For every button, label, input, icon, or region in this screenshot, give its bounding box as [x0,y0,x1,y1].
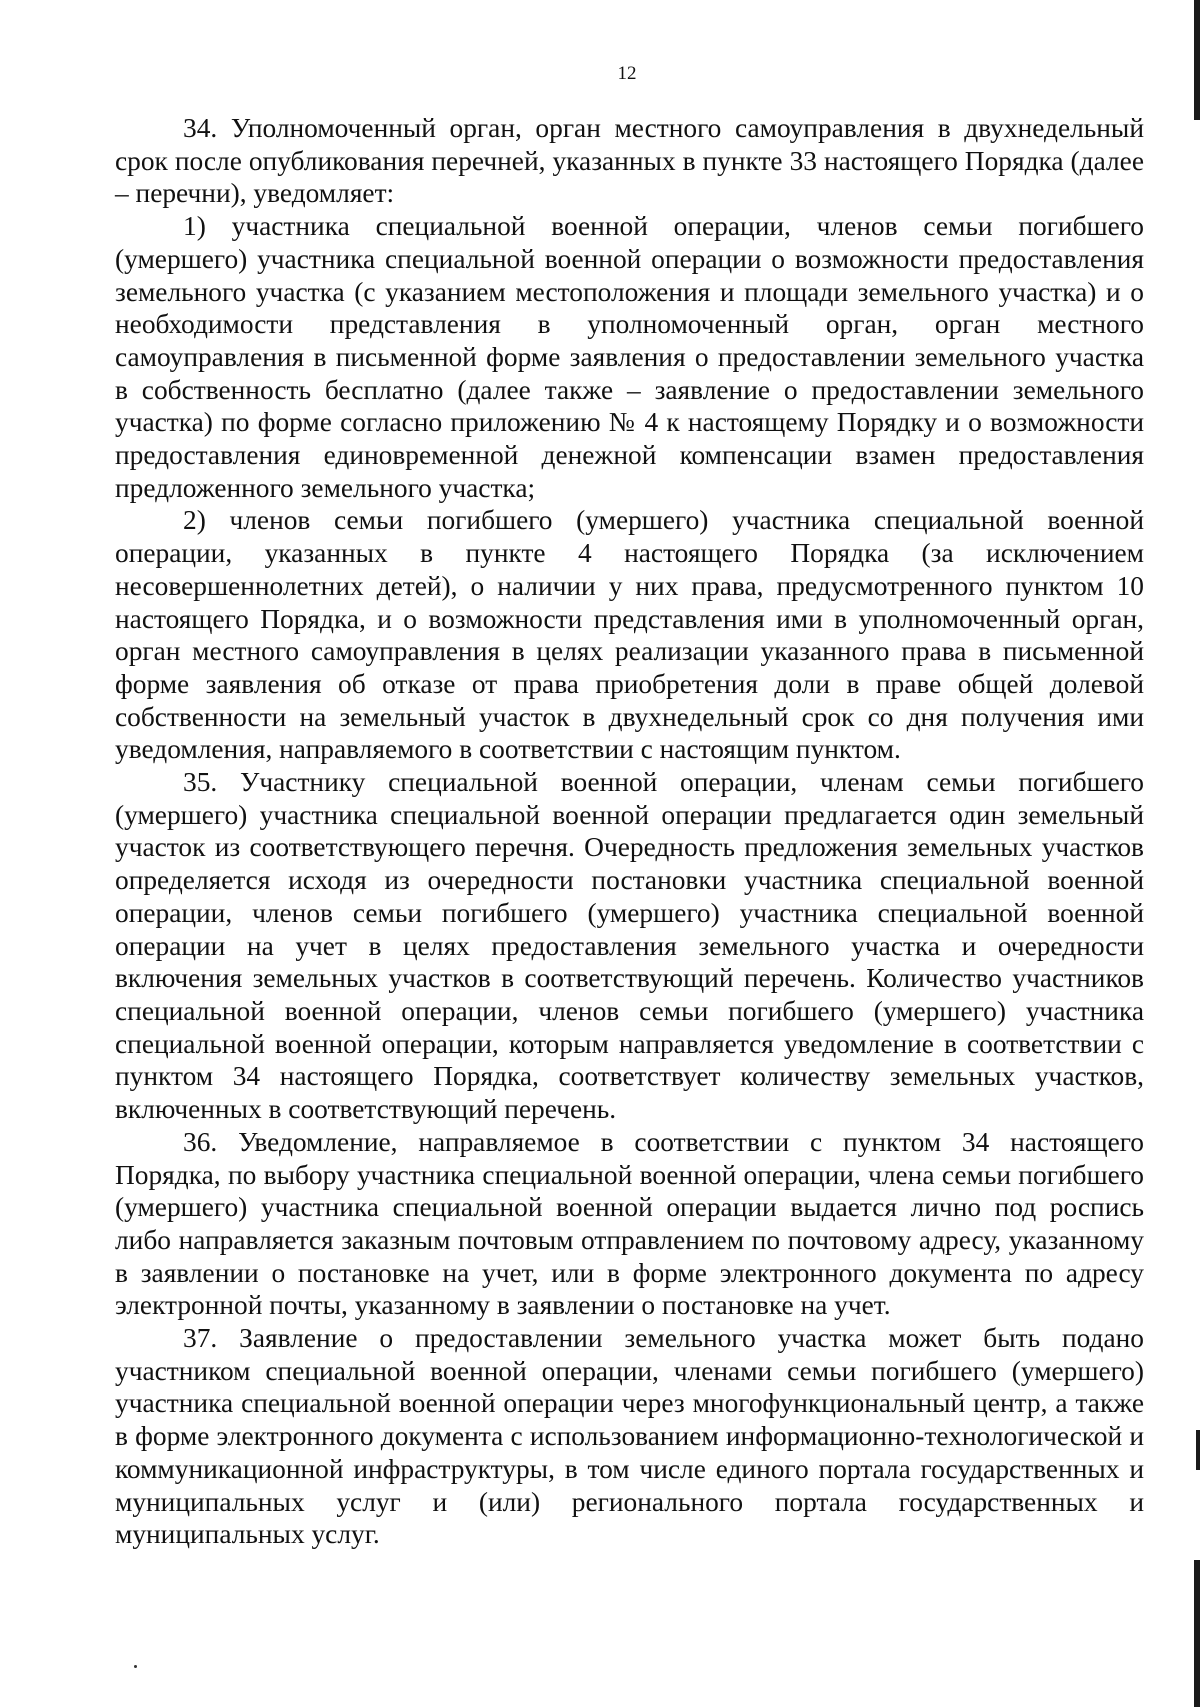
page-number: 12 [617,63,637,84]
scan-speck [134,1665,137,1668]
scan-edge-mark-top [1194,0,1200,120]
paragraph-34-item-2: 2) членов семьи погибшего (умершего) участника специальной военной операции, указанных в пункте 4 настоящего Порядка (за исключением несовершеннолетних детей), о наличии у них права, предусмотренного пунктом 10 настоящего Порядка, и о возможности представления ими в уполномоченный орган, орган местного самоуправления в целях реализации указанного права в письменной форме заявления об отказе от права приобретения доли в праве общей долевой собственности на земельный участок в двухнедельный срок со дня получения ими уведомления, направляемого в соответствии с настоящим пунктом. [115,505,1144,765]
document-body [115,112,1144,1551]
paragraph-37: 37. Заявление о предоставлении земельного участка может быть подано участником специальной военной операции, членами семьи погибшего (умершего) участника специальной военной операции через многофункциональный центр, а также в форме электронного документа с использованием информационно-технологической и коммуникационной инфраструктуры, в том числе единого портала государственных и муниципальных услуг и (или) регионального портала государственных и муниципальных услуг. [115,1323,1144,1550]
scan-edge-mark-middle [1196,1430,1200,1470]
paragraph-36: 36. Уведомление, направляемое в соответствии с пунктом 34 настоящего Порядка, по выбору участника специальной военной операции, члена семьи погибшего (умершего) участника специальной военной операции выдается лично под роспись либо направляется заказным почтовым отправлением по почтовому адресу, указанному в заявлении о постановке на учет, или в форме электронного документа по адресу электронной почты, указанному в заявлении о постановке на учет. [115,1126,1144,1321]
scan-edge-artifact [1193,0,1200,1707]
scan-edge-mark-bottom [1194,1560,1200,1707]
paragraph-35: 35. Участнику специальной военной операции, членам семьи погибшего (умершего) участника специальной военной операции предлагается один земельный участок из соответствующего перечня. Очередность предложения земельных участков определяется исходя из очередности постановки участника специальной военной операции, членов семьи погибшего (умершего) участника специальной военной операции на учет в целях предоставления земельного участка и очередности включения земельных участков в соответствующий перечень. Количество участников специальной военной операции, членов семьи погибшего (умершего) участника специальной военной операции, которым направляется уведомление в соответствии с пунктом 34 настоящего Порядка, соответствует количеству земельных участков, включенных в соответствующий перечень. [115,767,1144,1125]
paragraph-34: 34. Уполномоченный орган, орган местного самоуправления в двухнедельный срок после опубликования перечней, указанных в пункте 33 настоящего Порядка (далее – перечни), уведомляет: [115,113,1144,209]
paragraph-34-item-1: 1) участника специальной военной операции, членов семьи погибшего (умершего) участника специальной военной операции о возможности предоставления земельного участка (с указанием местоположения и площади земельного участка) и о необходимости представления в уполномоченный орган, орган местного самоуправления в письменной форме заявления о предоставлении земельного участка в собственность бесплатно (далее также – заявление о предоставлении земельного участка) по форме согласно приложению № 4 к настоящему Порядку и о возможности предоставления единовременной денежной компенсации взамен предоставления предложенного земельного участка; [115,211,1144,503]
